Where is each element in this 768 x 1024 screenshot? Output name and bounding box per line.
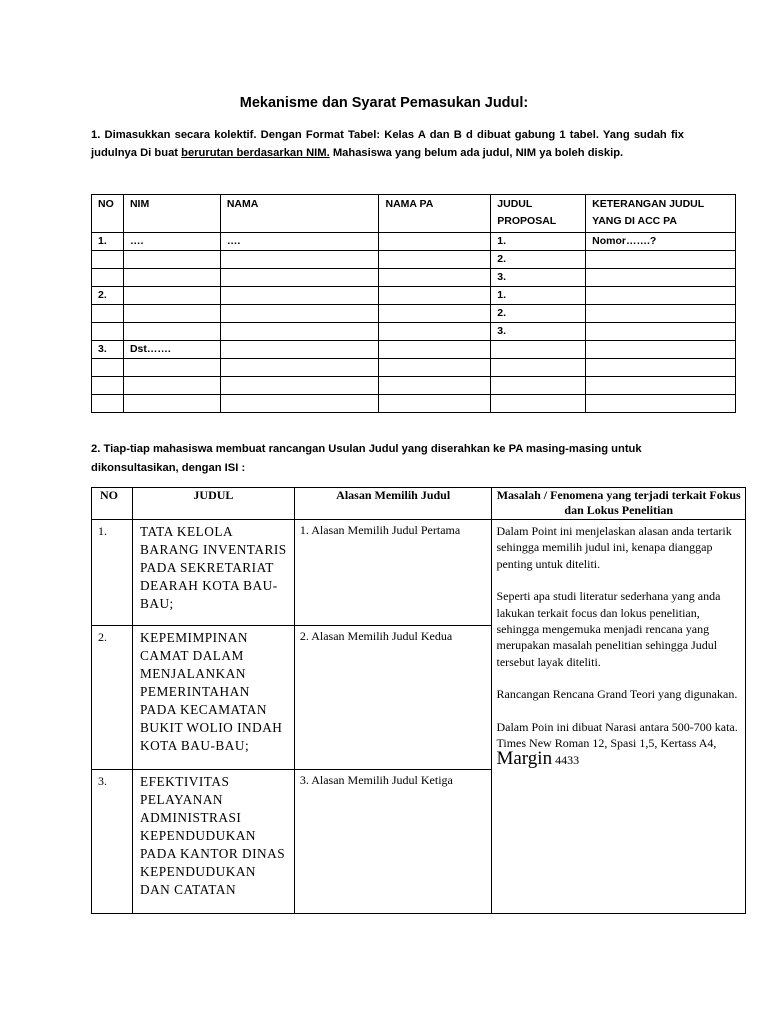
table-cell bbox=[491, 359, 586, 377]
table-row bbox=[92, 251, 736, 269]
table-cell bbox=[123, 251, 220, 269]
table-cell bbox=[379, 359, 491, 377]
format-text: Dalam Poin ini dibuat Narasi antara 500-700 kata. Times New Roman 12, Spasi 1,5, Kertass A4, bbox=[496, 719, 738, 751]
table-cell: 2. bbox=[491, 305, 586, 323]
table-cell: Nomor…….? bbox=[586, 233, 736, 251]
header-cell: NAMA PA bbox=[379, 195, 491, 233]
table-cell bbox=[123, 305, 220, 323]
document-title: Mekanisme dan Syarat Pemasukan Judul: bbox=[239, 95, 529, 111]
table-row bbox=[92, 341, 736, 359]
table-cell bbox=[92, 269, 124, 287]
row-no: 1. bbox=[92, 520, 133, 626]
header-cell: NAMA bbox=[220, 195, 379, 233]
proposal-outline-table bbox=[91, 487, 746, 914]
table-row bbox=[92, 323, 736, 341]
table-row bbox=[92, 287, 736, 305]
table-cell: 3. bbox=[491, 323, 586, 341]
table-cell bbox=[586, 377, 736, 395]
row-judul: KEPEMIMPINAN CAMAT DALAM MENJALANKAN PEMERINTAHAN PADA KECAMATAN BUKIT WOLIO INDAH KOTA BAU-BAU; bbox=[132, 626, 294, 770]
table-cell: 2. bbox=[491, 251, 586, 269]
masalah-paragraph: Rancangan Rencana Grand Teori yang digunakan. bbox=[496, 687, 738, 702]
masalah-cell bbox=[492, 520, 746, 914]
header-judul: JUDUL bbox=[132, 488, 294, 520]
table-row bbox=[92, 305, 736, 323]
table-cell: 1. bbox=[491, 233, 586, 251]
table-cell: 2. bbox=[92, 287, 124, 305]
table-row bbox=[92, 520, 746, 626]
table-cell bbox=[586, 251, 736, 269]
table-cell bbox=[491, 341, 586, 359]
header-alasan: Alasan Memilih Judul bbox=[294, 488, 492, 520]
table-cell: 1. bbox=[491, 287, 586, 305]
row-judul: EFEKTIVITAS PELAYANAN ADMINISTRASI KEPENDUDUKAN PADA KANTOR DINAS KEPENDUDUKAN DAN CATATAN bbox=[132, 770, 294, 914]
instruction-paragraph-1 bbox=[91, 126, 684, 162]
table-cell: …. bbox=[220, 233, 379, 251]
row-alasan: 1. Alasan Memilih Judul Pertama bbox=[294, 520, 492, 626]
table-cell bbox=[220, 269, 379, 287]
table-cell bbox=[379, 287, 491, 305]
student-title-table bbox=[91, 194, 736, 413]
table-cell bbox=[220, 341, 379, 359]
table-cell bbox=[123, 287, 220, 305]
table-cell bbox=[586, 395, 736, 413]
row-no: 2. bbox=[92, 626, 133, 770]
margin-text: Margin bbox=[496, 748, 553, 770]
table-cell bbox=[220, 395, 379, 413]
header-cell: JUDUL PROPOSAL bbox=[491, 195, 586, 233]
table-cell bbox=[92, 305, 124, 323]
table-cell bbox=[220, 359, 379, 377]
table-header-row bbox=[92, 195, 736, 233]
table-cell bbox=[220, 251, 379, 269]
table-cell bbox=[92, 395, 124, 413]
table-cell bbox=[123, 269, 220, 287]
table-cell: 3. bbox=[491, 269, 586, 287]
table-cell bbox=[123, 323, 220, 341]
table-cell bbox=[379, 341, 491, 359]
row-alasan: 2. Alasan Memilih Judul Kedua bbox=[294, 626, 492, 770]
table-cell bbox=[92, 323, 124, 341]
table-cell bbox=[220, 287, 379, 305]
table-header-row bbox=[92, 488, 746, 520]
table-row bbox=[92, 377, 736, 395]
table-cell: 1. bbox=[92, 233, 124, 251]
table-cell bbox=[379, 395, 491, 413]
instruction-paragraph-2: 2. Tiap-tiap mahasiswa membuat rancangan Usulan Judul yang diserahkan ke PA masing-masing untuk dikonsultasikan, dengan ISI : bbox=[91, 443, 642, 474]
table-cell bbox=[92, 251, 124, 269]
table-cell bbox=[586, 287, 736, 305]
table-cell: Dst……. bbox=[123, 341, 220, 359]
table-row bbox=[92, 233, 736, 251]
table-cell: …. bbox=[123, 233, 220, 251]
table-cell bbox=[379, 377, 491, 395]
table-cell bbox=[586, 269, 736, 287]
table-cell bbox=[379, 305, 491, 323]
table-cell bbox=[92, 377, 124, 395]
table-cell bbox=[586, 305, 736, 323]
para1-text: 1. Dimasukkan secara kolektif. Dengan Format Tabel: Kelas A dan B d dibuat gabung 1 tabel. Yang sudah fix judulnya Di buat bbox=[91, 129, 684, 159]
row-alasan: 3. Alasan Memilih Judul Ketiga bbox=[294, 770, 492, 914]
table-cell: 3. bbox=[92, 341, 124, 359]
header-cell: KETERANGAN JUDUL YANG DI ACC PA bbox=[586, 195, 736, 233]
header-masalah: Masalah / Fenomena yang terjadi terkait Fokus dan Lokus Penelitian bbox=[492, 488, 746, 520]
masalah-paragraph: Dalam Point ini menjelaskan alasan anda tertarik sehingga memilih judul ini, kenapa dianggap penting untuk diteliti. bbox=[496, 524, 732, 571]
masalah-paragraph: Seperti apa studi literatur sederhana yang anda lakukan terkait focus dan lokus penelitian, sehingga mengemuka menjadi rencana yang merupakan masalah penelitian sehingga Judul tersebut layak diteliti. bbox=[496, 589, 721, 669]
table-cell bbox=[379, 269, 491, 287]
row-no: 3. bbox=[92, 770, 133, 914]
table-cell bbox=[123, 395, 220, 413]
header-cell: NO bbox=[92, 195, 124, 233]
table-cell bbox=[586, 341, 736, 359]
table-row bbox=[92, 269, 736, 287]
row-judul: TATA KELOLA BARANG INVENTARIS PADA SEKRETARIAT DEARAH KOTA BAU-BAU; bbox=[132, 520, 294, 626]
header-no: NO bbox=[92, 488, 133, 520]
table-cell bbox=[220, 377, 379, 395]
para1-underlined-text: berurutan berdasarkan NIM. bbox=[181, 147, 330, 159]
table-cell bbox=[586, 359, 736, 377]
table-cell bbox=[586, 323, 736, 341]
table-row bbox=[92, 395, 736, 413]
table-cell bbox=[491, 377, 586, 395]
table-cell bbox=[491, 395, 586, 413]
table-cell bbox=[220, 323, 379, 341]
table-cell bbox=[220, 305, 379, 323]
para1-text-end: Mahasiswa yang belum ada judul, NIM ya boleh diskip. bbox=[329, 147, 624, 159]
table-row bbox=[92, 359, 736, 377]
table-cell bbox=[123, 377, 220, 395]
table-cell bbox=[379, 251, 491, 269]
table-cell bbox=[123, 359, 220, 377]
table-cell bbox=[379, 233, 491, 251]
table-cell bbox=[379, 323, 491, 341]
margin-value: 4433 bbox=[552, 753, 580, 768]
table-cell bbox=[92, 359, 124, 377]
masalah-paragraph-format bbox=[496, 719, 741, 769]
header-cell: NIM bbox=[123, 195, 220, 233]
